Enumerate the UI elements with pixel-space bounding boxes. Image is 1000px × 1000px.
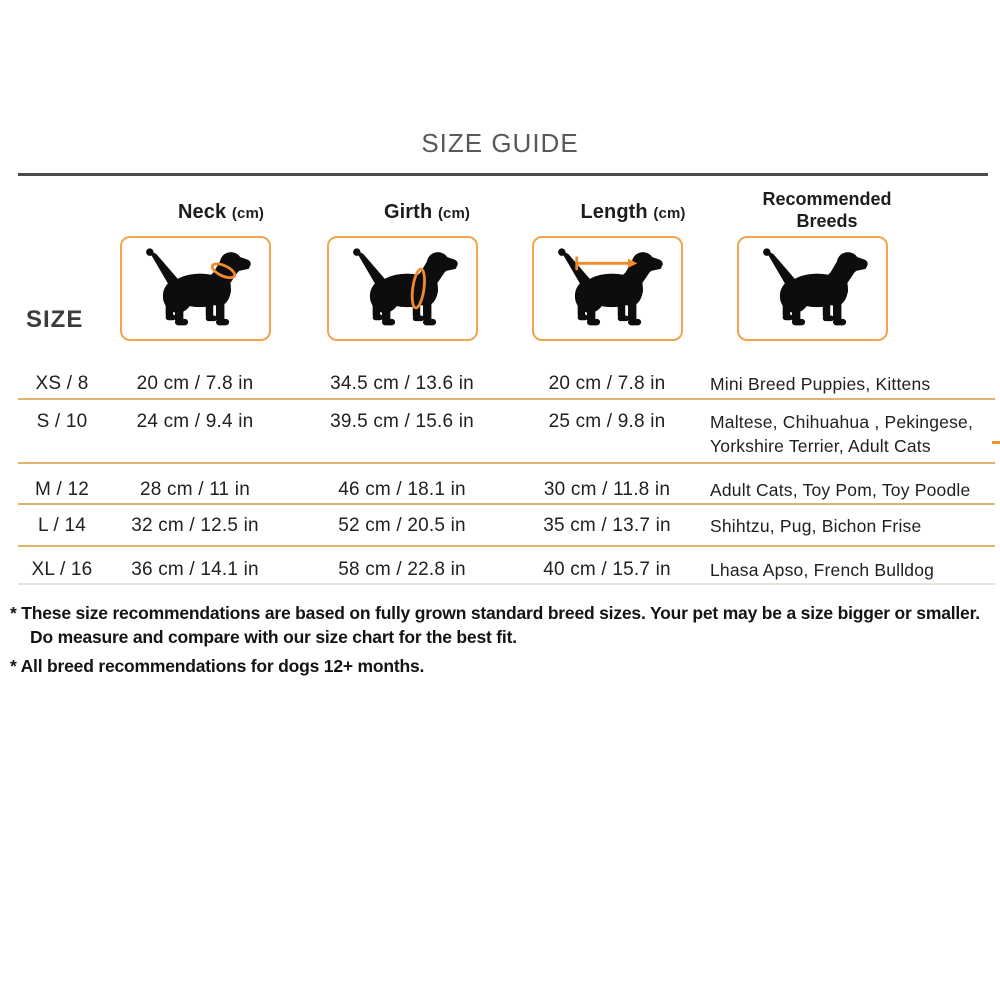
girth-cell: 58 cm / 22.8 in	[338, 559, 466, 580]
neck-unit: (cm)	[231, 205, 264, 222]
table-row-l	[0, 514, 1000, 538]
girth-unit: (cm)	[437, 205, 471, 222]
column-header-neck	[121, 201, 321, 224]
size-cell: S / 10	[36, 411, 88, 432]
length-cell: 40 cm / 15.7 in	[543, 559, 671, 580]
column-header-breeds: Recommended Breeds	[762, 189, 892, 231]
row-divider	[18, 545, 995, 547]
length-illustration-box	[532, 236, 683, 341]
size-cell: L / 14	[37, 515, 87, 536]
row-divider	[18, 398, 995, 400]
neck-label: Neck	[178, 201, 227, 223]
dog-length-measure-icon	[536, 240, 679, 337]
row-divider	[18, 583, 995, 585]
column-header-length	[533, 201, 733, 224]
row-divider	[18, 462, 995, 464]
breeds-illustration-box	[737, 236, 888, 341]
footnote-line: Do measure and compare with our size chart for the best fit.	[30, 627, 517, 647]
dog-girth-measure-icon	[331, 240, 474, 337]
length-cell: 30 cm / 11.8 in	[543, 479, 671, 500]
breeds-cell: Adult Cats, Toy Pom, Toy Poodle	[710, 480, 971, 500]
size-cell: M / 12	[35, 479, 89, 500]
breeds-cell: Maltese, Chihuahua , Pekingese, Yorkshire Terrier, Adult Cats	[710, 412, 974, 456]
girth-cell: 52 cm / 20.5 in	[338, 515, 466, 536]
breeds-cell: Shihtzu, Pug, Bichon Frise	[710, 516, 922, 536]
length-cell: 20 cm / 7.8 in	[548, 373, 666, 394]
length-cell: 35 cm / 13.7 in	[543, 515, 671, 536]
footnote-line: * All breed recommendations for dogs 12+ months.	[10, 656, 425, 676]
table-row-s	[0, 410, 1000, 456]
header-rule	[18, 173, 988, 176]
length-unit: (cm)	[653, 205, 686, 222]
girth-cell: 39.5 cm / 15.6 in	[330, 411, 474, 432]
page-title: SIZE GUIDE	[421, 128, 579, 158]
neck-cell: 24 cm / 9.4 in	[136, 411, 254, 432]
breeds-cell: Mini Breed Puppies, Kittens	[710, 374, 931, 394]
neck-cell: 20 cm / 7.8 in	[136, 373, 254, 394]
table-row-xs	[0, 372, 1000, 396]
dog-neck-measure-icon	[124, 240, 267, 337]
girth-label: Girth	[383, 201, 433, 223]
table-row-m	[0, 478, 1000, 502]
girth-illustration-box	[327, 236, 478, 341]
size-column-label: SIZE	[26, 306, 84, 333]
breeds-cell: Lhasa Apso, French Bulldog	[710, 560, 935, 580]
row-divider	[18, 503, 995, 505]
table-row-xl	[0, 558, 1000, 582]
girth-cell: 34.5 cm / 13.6 in	[330, 373, 474, 394]
edge-mark	[992, 441, 1000, 444]
neck-illustration-box	[120, 236, 271, 341]
length-label: Length	[580, 201, 648, 223]
footnote-line: * These size recommendations are based on fully grown standard breed sizes. Your pet may be a size bigger or smaller.	[10, 603, 980, 623]
length-cell: 25 cm / 9.8 in	[548, 411, 666, 432]
neck-cell: 32 cm / 12.5 in	[131, 515, 259, 536]
neck-cell: 36 cm / 14.1 in	[131, 559, 259, 580]
girth-cell: 46 cm / 18.1 in	[338, 479, 466, 500]
size-cell: XL / 16	[31, 559, 93, 580]
neck-cell: 28 cm / 11 in	[140, 479, 250, 500]
column-header-girth	[327, 201, 527, 224]
size-cell: XS / 8	[35, 373, 89, 394]
dog-icon	[741, 240, 884, 337]
